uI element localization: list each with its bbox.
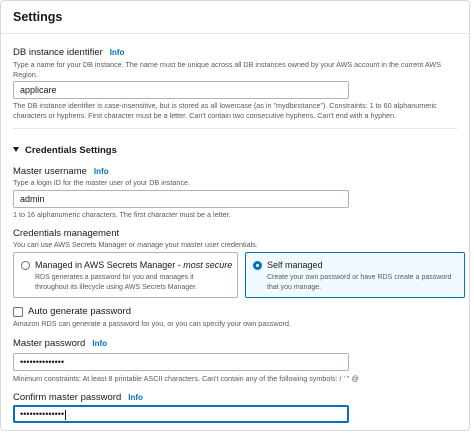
db-identifier-info-link[interactable]: Info: [109, 48, 125, 57]
master-username-input[interactable]: admin: [13, 190, 349, 208]
auto-generate-checkbox[interactable]: [13, 307, 23, 317]
auto-generate-label: Auto generate password: [28, 306, 131, 317]
master-password-constraints: Minimum constraints: At least 8 printable ASCII characters. Can't contain any of the following symbols: / ' " @: [13, 374, 359, 383]
master-password-label: Master password Info: [13, 338, 108, 349]
master-password-info-link[interactable]: Info: [92, 339, 108, 348]
self-managed-description: Create your own password or have RDS create a password that you manage.: [267, 274, 452, 291]
secrets-manager-description: RDS generates a password for you and manages it throughout its lifecycle using AWS Secrets Manager.: [35, 274, 197, 291]
db-identifier-description: Type a name for your DB instance. The name must be unique across all DB instances owned by your AWS account in the current AWS Region.: [13, 60, 442, 79]
master-username-info-link[interactable]: Info: [93, 167, 109, 176]
master-password-input[interactable]: ••••••••••••••: [13, 353, 349, 371]
db-identifier-constraints: The DB instance identifier is case-insensitive, but is stored as all lowercase (as in "mydbinstance"). Constraints: 1 to 60 alphanumeric characters or hyphens. First character must be a letter. Can't contain two consecutive hyphens. Can't end with a hyphen.: [13, 101, 437, 120]
secrets-manager-radio[interactable]: [21, 261, 30, 270]
credentials-management-label: Credentials management: [13, 228, 120, 239]
master-username-description: Type a login ID for the master user of your DB instance.: [13, 178, 190, 187]
secrets-manager-option[interactable]: [13, 252, 238, 298]
auto-generate-description: Amazon RDS can generate a password for you, or you can specify your own password.: [13, 319, 292, 328]
header-divider: [1, 33, 469, 34]
master-username-label: Master username Info: [13, 166, 109, 177]
secrets-manager-title: Managed in AWS Secrets Manager - most secure: [35, 260, 233, 270]
confirm-password-info-link[interactable]: Info: [128, 393, 143, 402]
credentials-settings-toggle[interactable]: Credentials Settings: [13, 145, 117, 156]
settings-header: Settings: [13, 10, 63, 24]
master-username-constraints: 1 to 16 alphanumeric characters. The first character must be a letter.: [13, 210, 231, 219]
confirm-password-label: Confirm master password Info: [13, 392, 143, 403]
self-managed-option[interactable]: [245, 252, 465, 298]
section-divider: [13, 128, 457, 129]
self-managed-radio[interactable]: [253, 261, 262, 270]
confirm-password-input[interactable]: ••••••••••••••: [13, 405, 349, 423]
db-identifier-input[interactable]: applicare: [13, 81, 349, 99]
credentials-management-description: You can use AWS Secrets Manager or manage your master user credentials.: [13, 240, 258, 249]
db-identifier-label: DB instance identifier Info: [13, 47, 125, 58]
caret-down-icon: [13, 147, 19, 152]
self-managed-title: Self managed: [267, 260, 323, 270]
text-caret: [65, 410, 66, 420]
